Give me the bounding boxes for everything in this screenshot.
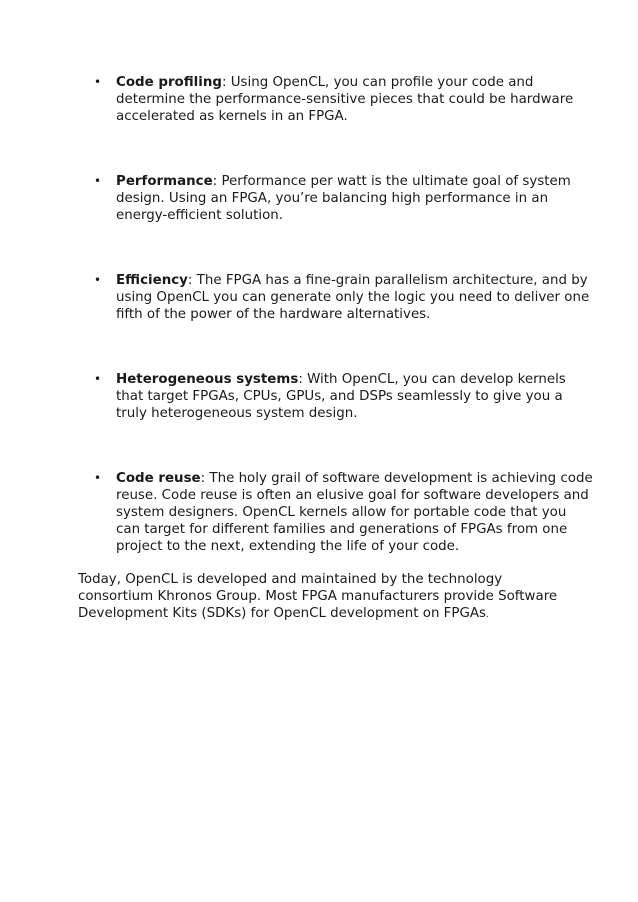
- bullet-dot-icon: •: [94, 372, 102, 386]
- closing-text: Today, OpenCL is developed and maintained by the technology consortium Khronos Group. Most FPGA manufacturers provide Software Development Kits (SDKs) for OpenCL development on FPGAs: [78, 572, 558, 621]
- bullet-term: Efficiency: [116, 273, 188, 288]
- bullet-text: : The holy grail of software development is achieving code reuse. Code reuse is often an elusive goal for software developers and system designers. OpenCL kernels allow for portable code that you can target for different families and generations of FPGAs from one project to the next, extending the life of your code.: [116, 471, 593, 554]
- bullet-dot-icon: •: [94, 174, 102, 188]
- bullet-dot-icon: •: [94, 273, 102, 287]
- closing-end-mark: .: [485, 610, 489, 620]
- bullet-code-profiling: [94, 74, 594, 125]
- feature-bullet-list: [94, 74, 594, 555]
- bullet-code-reuse: [94, 470, 594, 555]
- bullet-dot-icon: •: [94, 471, 102, 485]
- closing-paragraph: [78, 571, 578, 624]
- bullet-text: : The FPGA has a fine-grain parallelism architecture, and by using OpenCL you can generate only the logic you need to deliver one fifth of the power of the hardware alternatives.: [116, 273, 590, 322]
- bullet-dot-icon: •: [94, 75, 102, 89]
- bullet-term: Code reuse: [116, 471, 201, 486]
- bullet-text: : Using OpenCL, you can profile your code and determine the performance-sensitive pieces that could be hardware accelerated as kernels in an FPGA.: [116, 75, 574, 124]
- bullet-text: : Performance per watt is the ultimate goal of system design. Using an FPGA, you’re balancing high performance in an energy-efficient solution.: [116, 174, 571, 223]
- bullet-term: Heterogeneous systems: [116, 372, 299, 387]
- bullet-efficiency: [94, 272, 594, 323]
- bullet-term: Code profiling: [116, 75, 222, 90]
- bullet-text: : With OpenCL, you can develop kernels that target FPGAs, CPUs, GPUs, and DSPs seamlessly to give you a truly heterogeneous system design.: [116, 372, 566, 421]
- bullet-term: Performance: [116, 174, 213, 189]
- bullet-performance: [94, 173, 594, 224]
- bullet-heterogeneous-systems: [94, 371, 594, 422]
